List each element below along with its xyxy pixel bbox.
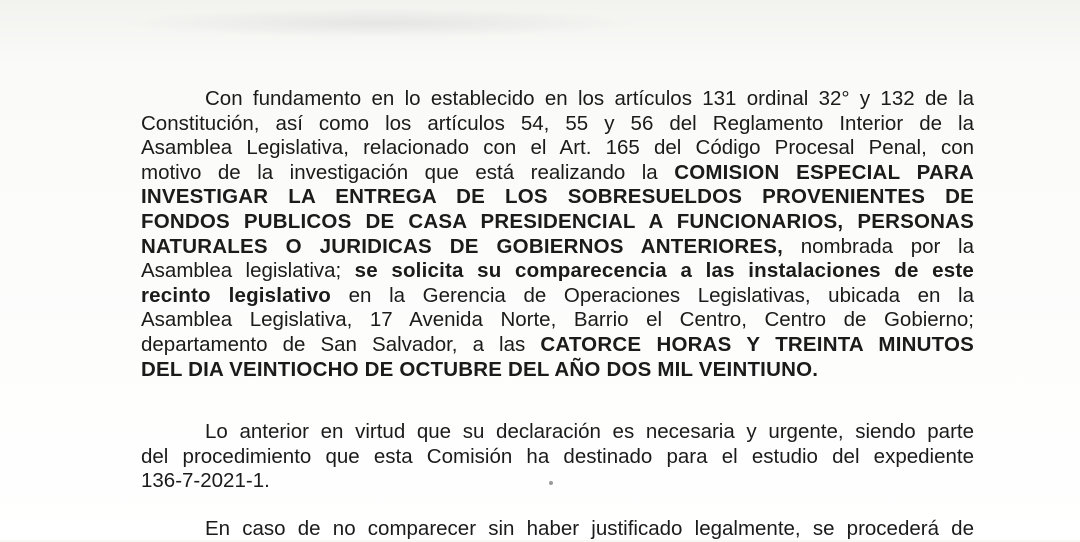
text-line	[141, 284, 974, 309]
text-line: Lo anterior en virtud que su declaración es necesaria y urgente, siendo parte	[205, 420, 974, 443]
paragraph-urgency	[141, 420, 974, 494]
text-run: motivo de la investigación que está realizando la	[141, 160, 675, 184]
scan-smudge	[120, 8, 640, 38]
text-line: Con fundamento en lo establecido en los artículos 131 ordinal 32° y 132 de la	[205, 87, 974, 110]
appointment-date: DEL DIA VEINTIOCHO DE OCTUBRE DEL AÑO DOS MIL VEINTIUNO.	[141, 357, 819, 381]
text-line: Asamblea Legislativa, relacionado con el Art. 165 del Código Procesal Penal, con	[141, 136, 974, 160]
paragraph-citation	[141, 87, 974, 382]
case-number: 136-7-2021-1.	[141, 469, 270, 493]
scan-speck	[549, 481, 553, 485]
text-line: Constitución, así como los artículos 54, 55 y 56 del Reglamento Interior de la	[141, 111, 974, 135]
text-run: nombrada por la	[783, 234, 975, 258]
text-run: en la Gerencia de Operaciones Legislativas, ubicada en la	[331, 283, 974, 307]
text-line	[141, 161, 974, 186]
text-line	[141, 333, 974, 358]
commission-name: FONDOS PUBLICOS DE CASA PRESIDENCIAL A FUNCIONARIOS, PERSONAS	[141, 209, 974, 233]
text-line: En caso de no comparecer sin haber justificado legalmente, se procederá de	[205, 517, 974, 540]
commission-name: COMISION ESPECIAL PARA	[674, 160, 974, 184]
text-run: departamento de San Salvador, a las	[141, 332, 541, 356]
paragraph-consequence	[141, 517, 974, 542]
text-line: Asamblea Legislativa, 17 Avenida Norte, Barrio el Centro, Centro de Gobierno;	[141, 308, 974, 332]
text-line	[141, 259, 974, 284]
summons-request: recinto legislativo	[141, 283, 332, 307]
commission-name: INVESTIGAR LA ENTREGA DE LOS SOBRESUELDOS PROVENIENTES DE	[141, 185, 974, 209]
summons-request: se solicita su comparecencia a las instalaciones de este	[354, 259, 974, 283]
text-line	[141, 235, 974, 260]
text-line: del procedimiento que esta Comisión ha destinado para el estudio del expediente	[141, 444, 974, 468]
appointment-time: CATORCE HORAS Y TREINTA MINUTOS	[540, 332, 974, 356]
commission-name: NATURALES O JURIDICAS DE GOBIERNOS ANTERIORES,	[141, 234, 784, 258]
text-run: Asamblea legislativa;	[141, 259, 355, 283]
